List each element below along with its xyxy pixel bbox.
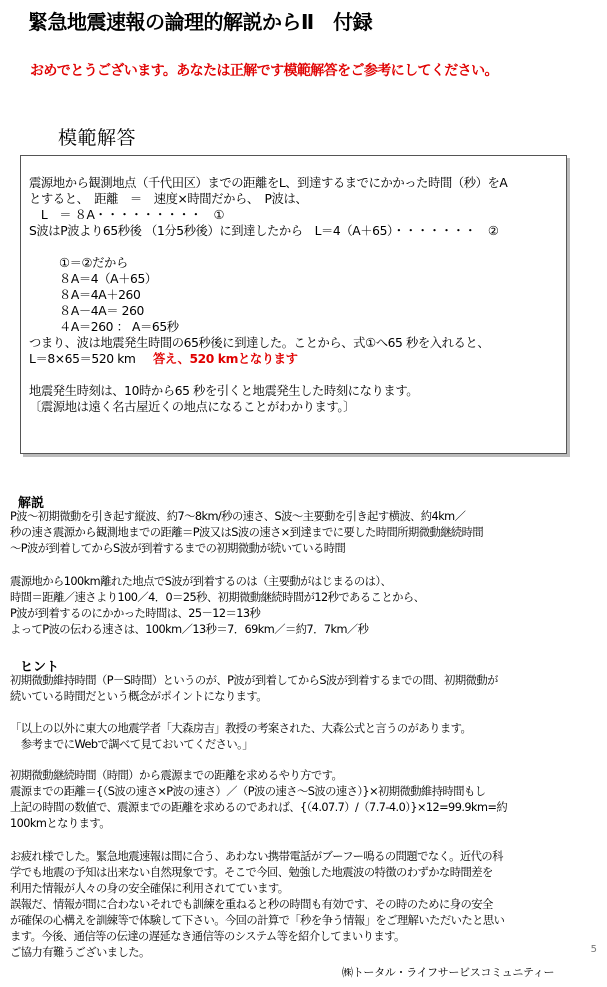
equation-1: L ＝ ８A・・・・・・・・・ ① xyxy=(29,208,225,222)
document-title: 緊急地震速報の論理的解説からⅡ 付録 xyxy=(28,10,373,34)
answer-line-7: 地震発生時刻は、10時から65 秒を引くと地震発生した時刻になります。 xyxy=(29,384,419,398)
answer-line-1: 震源地から観測地点（千代田区）までの距離をL、到達するまでにかかった時間（秒）をA xyxy=(29,176,508,190)
calc-step-5: ４A＝260 ： A＝65秒 xyxy=(59,320,179,334)
hint-line: 誤報だ、情報が間に合わないそれでも訓練を重ねると秒の時間も有効です、その時のために身の安全 xyxy=(10,898,493,911)
hint-line: 初期微動継続時間（時間）から震源までの距離を求めるやり方です。 xyxy=(10,769,343,782)
answer-line-8: 〔震源地は遠く名古屋近くの地点になることがわかります。〕 xyxy=(29,400,355,414)
calc-step-2: ８A＝4（A＋65） xyxy=(59,272,157,286)
calc-step-3: ８A＝4A＋260 xyxy=(59,288,141,302)
hint-line: 「以上の以外に東大の地震学者「大森房吉」教授の考案された、大森公式と言うのがあります。 xyxy=(10,722,472,735)
congratulations-message: おめでとうございます。あなたは正解です模範解答をご参考にしてください。 xyxy=(30,63,498,79)
hint-line: 100kmとなります。 xyxy=(10,817,110,830)
explanation-line: P波～初期微動を引き起す縦波、約7～8km/秒の速さ、S波～主要動を引き起す横波、約4km／ xyxy=(10,510,466,523)
hint-line: ます。今後、通信等の伝達の遅延なき通信等のシステム等を紹介してまいります。 xyxy=(10,930,405,943)
explanation-heading: 解説 xyxy=(18,496,45,511)
hint-line: お疲れ様でした。緊急地震速報は間に合う、あわない携帯電話がブーフー鳴るの問題でなく。近代の科 xyxy=(10,850,503,863)
hint-line: 初期微動維持時間（P－S時間）というのが、P波が到着してからS波が到着するまでの間、初期微動が xyxy=(10,674,498,687)
hint-line: 続いている時間だという概念がポイントになります。 xyxy=(10,690,268,703)
answer-line-6 xyxy=(29,352,297,367)
equation-2: S波はP波より65秒後 （1分5秒後）に到達したから L＝4（A＋65）・・・・・・・ ② xyxy=(29,224,499,238)
calc-step-1: ①＝②だから xyxy=(59,256,128,270)
explanation-line: 時間＝距離／速さより100／4．0＝25秒、初期微動継続時間が12秒であることから、 xyxy=(10,591,425,604)
hint-line: ご協力有難うございました。 xyxy=(10,946,150,959)
page-number: 5 xyxy=(590,944,597,955)
explanation-line: 震源地から100km離れた地点でS波が到着するのは（主要動がはじまるのは）、 xyxy=(10,575,392,588)
model-answer-heading: 模範解答 xyxy=(58,127,137,149)
explanation-line: 秒の速さ震源から観測地までの距離＝P波又はS波の速さ×到達までに要した時間所期微動継続時間 xyxy=(10,526,484,539)
company-name: ㈱トータル・ライフサービスコミュニティー xyxy=(342,966,555,979)
calc-step-4: ８A－4A＝ 260 xyxy=(59,304,144,318)
explanation-line: P波が到着するのにかかった時間は、25－12＝13秒 xyxy=(10,607,261,620)
distance-result: L＝8×65＝520 km xyxy=(29,352,136,366)
final-answer: 答え、520 kmとなります xyxy=(153,352,298,366)
model-answer-box xyxy=(20,155,567,454)
hint-line: 上記の時間の数値で、震源までの距離を求めるのであれば、{（4.07.7）/（7.7-4.0）}×12=99.9km=約 xyxy=(10,801,508,814)
answer-line-2: とすると、 距離 ＝ 速度×時間だから、 P波は、 xyxy=(29,192,308,206)
hint-line: 学でも地震の予知は出来ない自然現象です。そこで今回、勉強した地震波の特徴のわずかな時間差を xyxy=(10,866,493,879)
hint-line: 震源までの距離＝{（S波の速さ×P波の速さ）／（P波の速さ～S波の速さ）}×初期微動維持時間もし xyxy=(10,785,486,798)
hint-heading: ヒント xyxy=(20,660,60,675)
hint-line: 利用た情報が人々の身の安全確保に利用されてています。 xyxy=(10,882,289,895)
hint-line: 参考までにWebで調べて見ておいてください。」 xyxy=(10,738,254,751)
explanation-line: ～P波が到着してからS波が到着するまでの初期微動が続いている時間 xyxy=(10,542,346,555)
hint-line: が確保の心構えを訓練等で体験して下さい。今回の計算で「秒を争う情報」をご理解いただいたと思い xyxy=(10,914,505,927)
explanation-line: よってP波の伝わる速さは、100km／13秒＝7．69km／＝約7．7km／秒 xyxy=(10,623,369,636)
answer-line-5: つまり、波は地震発生時間の65秒後に到達した。ことから、式①へ65 秒を入れると、 xyxy=(29,336,490,350)
